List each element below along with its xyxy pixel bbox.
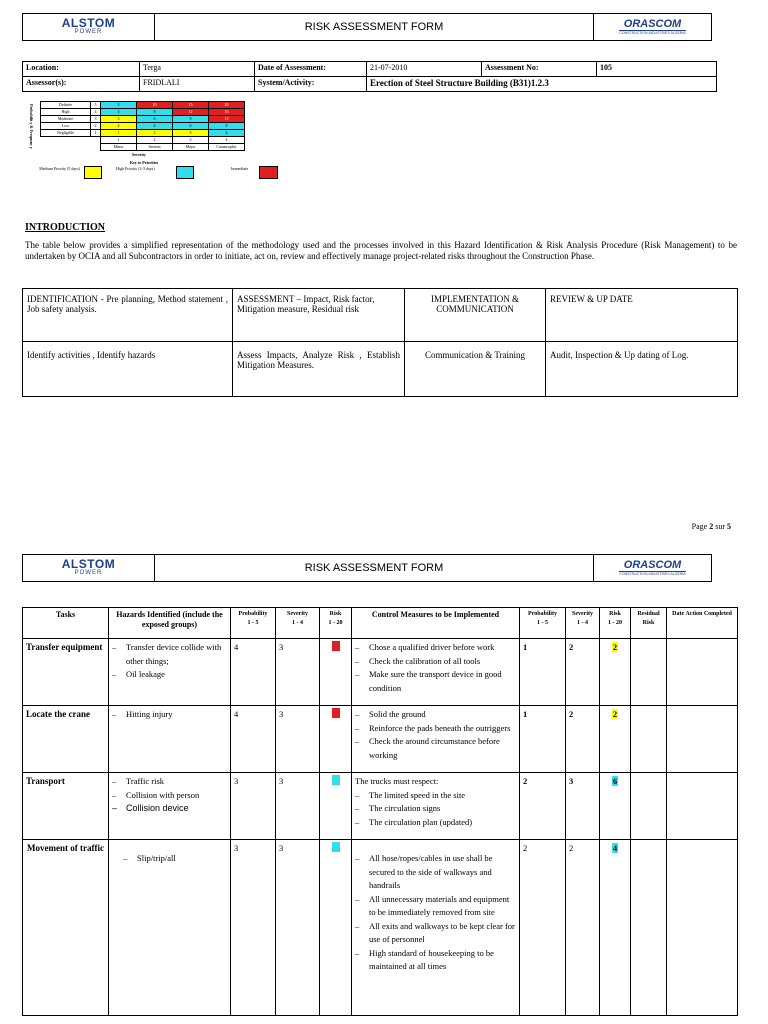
control-item: – Check the calibration of all tools: [355, 655, 516, 669]
hazard-item: – Traffic risk: [112, 775, 227, 789]
hazard-item: – Collision device: [112, 802, 227, 816]
date-action-cell: [667, 773, 738, 840]
hazards-cell: [109, 706, 231, 773]
alstom-logo: [23, 555, 155, 581]
matrix-severity-number: 1: [101, 137, 137, 144]
severity-cell: 3: [276, 773, 320, 840]
matrix-cell: 12: [173, 109, 209, 116]
probability-2-cell: 1: [520, 639, 566, 706]
matrix-cell: 12: [209, 116, 245, 123]
matrix-cell: 4: [101, 109, 137, 116]
orascom-logo-sub: CONSTRUCTION INDUSTRIES ALGERIA: [619, 30, 686, 35]
key-immediate-swatch: [259, 166, 278, 179]
assessor-label: Assessor(s):: [23, 77, 140, 92]
risk-cell: [320, 639, 352, 706]
date-action-cell: [667, 639, 738, 706]
matrix-cell: 8: [137, 109, 173, 116]
method-cell-review: Audit, Inspection & Up dating of Log.: [546, 342, 738, 397]
assessment-no-value: 105: [597, 62, 717, 77]
date-action-cell: [667, 840, 738, 1016]
matrix-severity-label: Minor: [101, 144, 137, 151]
orascom-logo-sub: CONSTRUCTION INDUSTRIES ALGERIA: [619, 571, 686, 576]
method-header-review: REVIEW & UP DATE: [546, 289, 738, 342]
key-title: Key to Priorities: [130, 160, 159, 165]
col-probability-2: [520, 608, 566, 639]
table-row: [23, 706, 738, 773]
key-medium-swatch: [84, 166, 102, 179]
risk-cell: [320, 706, 352, 773]
col-severity-2-label: Severity: [572, 611, 593, 617]
matrix-cell: 1: [101, 130, 137, 137]
matrix-row: [41, 109, 245, 116]
alstom-logo-text: ALSTOM: [61, 16, 116, 30]
location-label: Location:: [23, 62, 140, 77]
risk-assessment-table: [22, 607, 738, 1016]
col-risk-2-label: Risk: [609, 611, 621, 617]
hazard-item: – Collision with person: [112, 789, 227, 803]
risk-2-cell: [600, 773, 631, 840]
control-item: – Reinforce the pads beneath the outriggers: [355, 722, 516, 736]
control-item: – The limited speed in the site: [355, 789, 516, 803]
assessor-value: FRIDLALI: [140, 77, 255, 92]
risk-2-value: 6: [612, 776, 618, 786]
col-probability-range: 1 - 5: [247, 620, 259, 626]
col-severity-2-range: 1 - 4: [577, 620, 588, 626]
severity-2-cell: 2: [566, 639, 600, 706]
col-severity-label: Severity: [287, 611, 308, 617]
control-item: – All exits and walkways to be kept clear for use of personnel: [355, 920, 516, 947]
orascom-logo: [593, 14, 711, 40]
matrix-row-label: High: [41, 109, 91, 116]
risk-2-cell: [600, 706, 631, 773]
col-residual-risk: Residual Risk: [631, 608, 667, 639]
alstom-logo-sub: POWER: [74, 29, 103, 35]
control-item: – The circulation plan (updated): [355, 816, 516, 830]
matrix-cell: 10: [137, 102, 173, 109]
matrix-row-number: 5: [91, 102, 101, 109]
matrix-severity-label: Catastrophic: [209, 144, 245, 151]
col-probability-label: Probability: [238, 611, 268, 617]
hazard-item: – Slip/trip/all: [123, 852, 227, 866]
col-severity: [276, 608, 320, 639]
hazard-item: – Oil leakage: [112, 668, 227, 682]
risk-priority-marker: [332, 708, 340, 718]
key-medium-label: Medium Priority (5 days): [39, 166, 80, 171]
matrix-cell: 4: [137, 123, 173, 130]
matrix-cell: 3: [173, 130, 209, 137]
matrix-cell: 9: [173, 116, 209, 123]
matrix-cell: 15: [173, 102, 209, 109]
matrix-row-number: 2: [91, 123, 101, 130]
key-immediate-label: Immediate: [231, 166, 249, 171]
form-header: [22, 13, 712, 41]
date-value: 21-07-2010: [367, 62, 482, 77]
matrix-cell: 20: [209, 102, 245, 109]
col-severity-range: 1 - 4: [292, 620, 303, 626]
risk-matrix: [40, 101, 245, 151]
risk-2-value: 2: [612, 642, 618, 652]
control-measures-cell: [352, 706, 520, 773]
severity-2-cell: 2: [566, 706, 600, 773]
matrix-row-number: 3: [91, 116, 101, 123]
task-cell: Locate the crane: [23, 706, 109, 773]
matrix-cell: 16: [209, 109, 245, 116]
task-cell: Movement of traffic: [23, 840, 109, 1016]
col-risk-label: Risk: [329, 611, 342, 617]
matrix-cell: 8: [209, 123, 245, 130]
matrix-side-label: Probabilit y & Frequenc y: [28, 103, 34, 149]
residual-risk-cell: [631, 639, 667, 706]
probability-2-cell: 1: [520, 706, 566, 773]
orascom-logo-text: ORASCOM: [623, 17, 682, 30]
matrix-row-label: Definite: [41, 102, 91, 109]
severity-2-cell: 3: [566, 773, 600, 840]
col-control-measures: Control Measures to be Implemented: [352, 608, 520, 639]
control-item: – High standard of housekeeping to be maintained at all times: [355, 947, 516, 974]
control-measures-cell: [352, 840, 520, 1016]
severity-cell: 3: [276, 706, 320, 773]
alstom-logo-sub: POWER: [74, 570, 103, 576]
control-item: – Chose a qualified driver before work: [355, 641, 516, 655]
matrix-row-label: Negligible: [41, 130, 91, 137]
system-label: System/Activity:: [255, 77, 367, 92]
col-risk-2-range: 1 - 20: [608, 620, 622, 626]
matrix-row: [41, 130, 245, 137]
matrix-cell: 6: [173, 123, 209, 130]
matrix-cell: 2: [101, 123, 137, 130]
matrix-row-label: Moderate: [41, 116, 91, 123]
risk-priority-marker: [332, 641, 340, 651]
task-cell: Transfer equipment: [23, 639, 109, 706]
matrix-cell: 6: [137, 116, 173, 123]
residual-risk-cell: [631, 773, 667, 840]
risk-2-cell: [600, 840, 631, 1016]
matrix-row-number: 4: [91, 109, 101, 116]
col-probability-2-label: Probability: [528, 611, 557, 617]
form-title: RISK ASSESSMENT FORM: [304, 562, 444, 574]
col-probability: [231, 608, 276, 639]
page-prefix: Page: [691, 522, 710, 531]
alstom-logo: [23, 14, 155, 40]
matrix-cell: 5: [101, 102, 137, 109]
key-high-swatch: [176, 166, 194, 179]
hazards-cell: [109, 773, 231, 840]
control-item: – Make sure the transport device in good condition: [355, 668, 516, 695]
introduction-text: The table below provides a simplified representation of the methodology used and the processes involved in this Hazard Identification & Risk Analysis Procedure (Risk Management) to be undertaken by OCIA and all Subcontractors in order to initiate, act on, review and effectively manage project-related risks throughout the Construction Phase.: [25, 240, 737, 261]
form-header-page2: [22, 554, 712, 582]
matrix-cell: 3: [101, 116, 137, 123]
control-item: – Check the around circumstance before working: [355, 735, 516, 762]
page-number: [692, 522, 731, 531]
severity-cell: 3: [276, 639, 320, 706]
control-measures-cell: [352, 639, 520, 706]
probability-cell: 3: [231, 773, 276, 840]
matrix-severity-row: [41, 144, 245, 151]
matrix-row: [41, 123, 245, 130]
matrix-row: [41, 116, 245, 123]
col-severity-2: [566, 608, 600, 639]
table-row: [23, 639, 738, 706]
form-title: RISK ASSESSMENT FORM: [304, 21, 444, 33]
col-date-action: Date Action Completed: [667, 608, 738, 639]
methodology-table: [22, 288, 738, 397]
probability-cell: 4: [231, 706, 276, 773]
hazard-item: – Transfer device collide with other things;: [112, 641, 227, 668]
matrix-cell: 4: [209, 130, 245, 137]
method-cell-identification: Identify activities , Identify hazards: [23, 342, 233, 397]
assessment-info-table: [22, 61, 717, 92]
risk-priority-marker: [332, 842, 340, 852]
task-cell: Transport: [23, 773, 109, 840]
risk-cell: [320, 840, 352, 1016]
col-tasks: Tasks: [23, 608, 109, 639]
control-measures-cell: [352, 773, 520, 840]
page-middle: sur: [713, 522, 727, 531]
control-item: – Solid the ground: [355, 708, 516, 722]
matrix-severity-number: 3: [173, 137, 209, 144]
matrix-row: [41, 102, 245, 109]
risk-2-value: 2: [612, 709, 618, 719]
matrix-row-label: Low: [41, 123, 91, 130]
hazards-cell: [109, 840, 231, 1016]
system-value: Erection of Steel Structure Building (B31)1.2.3: [367, 77, 717, 92]
key-high-label: High Priority (2-3 days): [116, 166, 155, 171]
matrix-severity-label: Severity: [132, 152, 146, 157]
page-current: 2: [709, 522, 714, 531]
table-row: [23, 840, 738, 1016]
date-action-cell: [667, 706, 738, 773]
risk-priority-marker: [332, 775, 340, 785]
matrix-severity-label: Serious: [137, 144, 173, 151]
col-risk: [320, 608, 352, 639]
assessment-no-label: Assessment No:: [482, 62, 597, 77]
severity-2-cell: 2: [566, 840, 600, 1016]
risk-2-value: 4: [612, 843, 618, 853]
method-cell-assessment: Assess Impacts, Analyze Risk , Establish Mitigation Measures.: [233, 342, 405, 397]
table-row: [23, 773, 738, 840]
method-header-assessment: ASSESSMENT – Impact, Risk factor, Mitigation measure, Residual risk: [233, 289, 405, 342]
matrix-side-label-box: [24, 101, 38, 151]
orascom-logo-text: ORASCOM: [623, 558, 682, 571]
control-intro: The trucks must respect:: [355, 776, 439, 786]
hazards-cell: [109, 639, 231, 706]
probability-2-cell: 2: [520, 773, 566, 840]
probability-cell: 4: [231, 639, 276, 706]
matrix-severity-number: 2: [137, 137, 173, 144]
matrix-cell: 2: [137, 130, 173, 137]
matrix-row-number: 1: [91, 130, 101, 137]
col-hazards: Hazards Identified (include the exposed groups): [109, 608, 231, 639]
method-header-implementation: IMPLEMENTATION & COMMUNICATION: [405, 289, 546, 342]
control-item: – The circulation signs: [355, 802, 516, 816]
matrix-severity-number: 4: [209, 137, 245, 144]
date-label: Date of Assessment:: [255, 62, 367, 77]
control-item: – All hose/ropes/cables in use shall be secured to the side of walkways and handrails: [355, 852, 516, 893]
col-risk-range: 1 - 20: [328, 620, 343, 626]
hazard-item: – Hitting injury: [112, 708, 227, 722]
method-header-identification: IDENTIFICATION - Pre planning, Method statement , Job safety analysis.: [23, 289, 233, 342]
control-item: – All unnecessary materials and equipment to be immediately removed from site: [355, 893, 516, 920]
alstom-logo-text: ALSTOM: [61, 557, 116, 571]
severity-cell: 3: [276, 840, 320, 1016]
method-cell-implementation: Communication & Training: [405, 342, 546, 397]
orascom-logo: [593, 555, 711, 581]
matrix-severity-label: Major: [173, 144, 209, 151]
residual-risk-cell: [631, 706, 667, 773]
col-risk-2: [600, 608, 631, 639]
risk-2-cell: [600, 639, 631, 706]
probability-cell: 3: [231, 840, 276, 1016]
location-value: Terga: [140, 62, 255, 77]
risk-cell: [320, 773, 352, 840]
col-probability-2-range: 1 - 5: [537, 620, 548, 626]
introduction-heading: INTRODUCTION: [25, 222, 106, 233]
residual-risk-cell: [631, 840, 667, 1016]
matrix-severity-number-row: [41, 137, 245, 144]
page-total: 5: [727, 522, 731, 531]
probability-2-cell: 2: [520, 840, 566, 1016]
